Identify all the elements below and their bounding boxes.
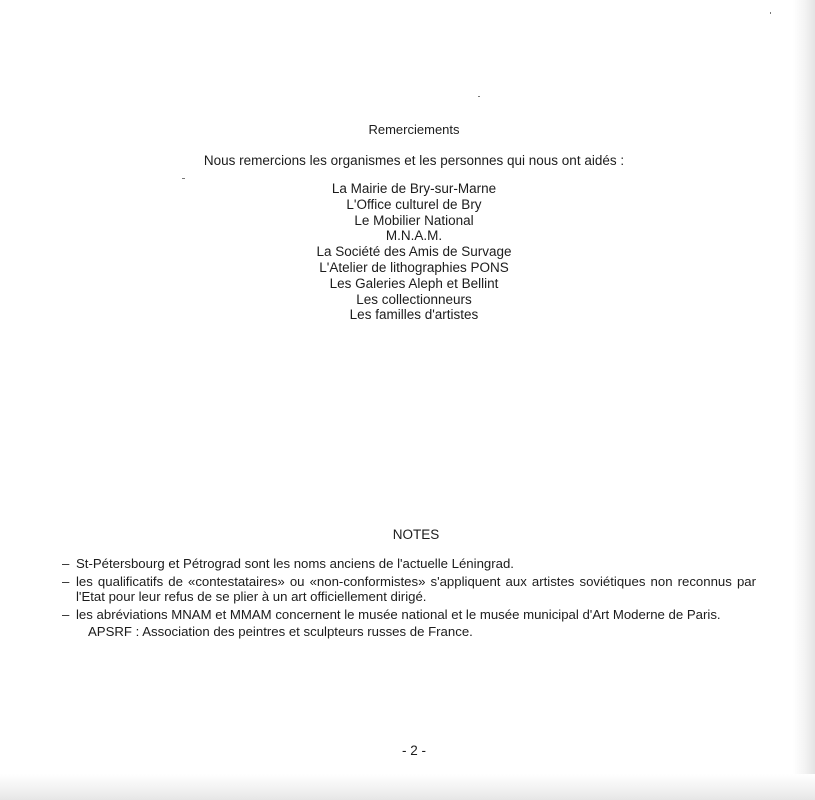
- notes-title: NOTES: [392, 527, 440, 542]
- acknowledgements-title: Remerciements: [368, 122, 460, 137]
- page-number: - 2 -: [401, 743, 426, 758]
- note-item: [62, 574, 756, 605]
- acknowledgement-item: M.N.A.M.: [385, 228, 443, 244]
- note-item: [62, 556, 756, 572]
- acknowledgements-intro: Nous remercions les organismes et les personnes qui nous ont aidés :: [203, 153, 625, 168]
- acknowledgements-list: [0, 181, 815, 323]
- paper-speck: [770, 12, 771, 14]
- paper-speck: [182, 178, 185, 179]
- acknowledgement-item: La Mairie de Bry-sur-Marne: [331, 181, 497, 196]
- page-bottom-shadow: [0, 774, 815, 800]
- acknowledgement-item: Le Mobilier National: [354, 212, 474, 228]
- note-extra: APSRF : Association des peintres et sculpteurs russes de France.: [88, 624, 473, 639]
- acknowledgement-item: L'Office culturel de Bry: [346, 196, 482, 212]
- note-dash: –: [62, 573, 70, 589]
- paper-speck: [478, 96, 480, 97]
- note-text: les qualificatifs de «contestataires» ou «non-conformistes» s'appliquent aux artistes soviétiques non reconnus par l'Etat pour leur refus de se plier à un art officiellement dirigé.: [76, 573, 756, 604]
- acknowledgement-item: La Société des Amis de Survage: [316, 244, 512, 260]
- note-dash: –: [62, 556, 70, 571]
- note-dash: –: [62, 606, 70, 622]
- acknowledgement-item: L'Atelier de lithographies PONS: [319, 259, 509, 275]
- page-edge-shadow: [793, 0, 815, 800]
- notes-list: [62, 556, 756, 640]
- note-text: St-Pétersbourg et Pétrograd sont les noms anciens de l'actuelle Léningrad.: [76, 556, 514, 571]
- acknowledgement-item: Les Galeries Aleph et Bellint: [329, 275, 499, 291]
- note-text: les abréviations MNAM et MMAM concernent le musée national et le musée municipal d'Art Moderne de Paris.: [76, 606, 721, 622]
- acknowledgement-item: Les collectionneurs: [356, 291, 472, 307]
- note-item: [62, 607, 756, 623]
- acknowledgement-item: Les familles d'artistes: [349, 307, 479, 323]
